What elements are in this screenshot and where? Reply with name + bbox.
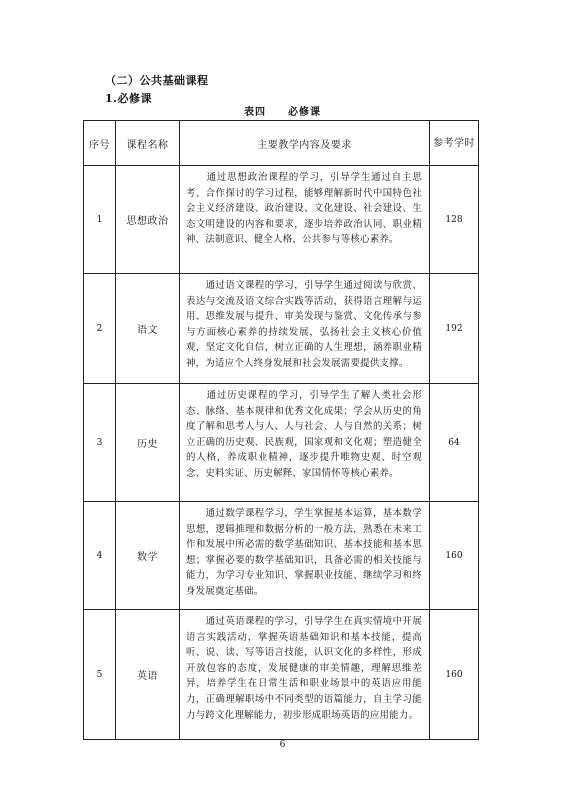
table-row — [84, 502, 479, 610]
course-name: 历史 — [116, 384, 180, 502]
course-hours: 160 — [430, 610, 479, 740]
page-number: 6 — [279, 740, 286, 750]
course-hours: 128 — [430, 166, 479, 274]
header-hours: 参考学时 — [430, 121, 479, 166]
course-name: 英语 — [116, 610, 180, 740]
header-course-name: 课程名称 — [116, 121, 180, 166]
table-row — [84, 384, 479, 502]
table-row — [84, 610, 479, 740]
course-content: 通过历史课程的学习，引导学生了解人类社会形态、脉络、基本规律和优秀文化成果；学会从历史的角度了解和思考人与人、人与社会、人与自然的关系；树立正确的历史观、民族观，国家观和文化观；塑造健全的人格，养成职业精神，逐步提升唯物史观、时空观念、史料实证、历史解释、家国情怀等核心素养。 — [180, 384, 430, 502]
row-number: 2 — [84, 274, 116, 384]
course-content: 通过英语课程的学习，引导学生在真实情境中开展语言实践活动，掌握英语基础知识和基本技能，提高听、说、读、写等语言技能，认识文化的多样性，形成开放包容的态度，发展健康的审美情趣，理解思维差异，培养学生在日常生活和职业场景中的英语应用能力，正确理解职场中不同类型的语篇能力，自主学习能力与跨文化理解能力，初步形成职场英语的应用能力。 — [180, 610, 430, 740]
course-name: 思想政治 — [116, 166, 180, 274]
row-number: 1 — [84, 166, 116, 274]
subsection-heading: 1.必修课 — [105, 92, 152, 105]
required-courses-table — [83, 120, 479, 740]
table-row — [84, 166, 479, 274]
course-hours: 192 — [430, 274, 479, 384]
course-hours: 64 — [430, 384, 479, 502]
course-hours: 160 — [430, 502, 479, 610]
row-number: 5 — [84, 610, 116, 740]
table-header-row — [84, 121, 479, 166]
course-content: 通过思想政治课程的学习，引导学生通过自主思考、合作探讨的学习过程，能够理解新时代中国特色社会主义经济建设、政治建设、文化建设、社会建设、生态文明建设的内容和要求，逐步培养政治认同、职业精神、法制意识、健全人格、公共参与等核心素养。 — [180, 166, 430, 274]
header-no: 序号 — [84, 121, 116, 166]
row-number: 4 — [84, 502, 116, 610]
course-content: 通过数学课程学习，学生掌握基本运算，基本数学思想，逻辑推理和数据分析的一般方法，熟悉在未来工作和发展中所必需的数学基础知识、基本技能和基本思想；掌握必要的数学基础知识，具备必需的相关技能与能力，为学习专业知识、掌握职业技能、继续学习和终身发展奠定基础。 — [180, 502, 430, 610]
row-number: 3 — [84, 384, 116, 502]
course-name: 语文 — [116, 274, 180, 384]
table-row — [84, 274, 479, 384]
course-content: 通过语文课程的学习，引导学生通过阅读与欣赏、表达与交流及语文综合实践等活动，获得语言理解与运用、思维发展与提升、审美发现与鉴赏、文化传承与参与方面核心素养的持续发展，弘扬社会主义核心价值观，坚定文化自信，树立正确的人生理想，涵养职业精神，为适应个人终身发展和社会发展需要提供支撑。 — [180, 274, 430, 384]
section-heading: （二）公共基础课程 — [105, 74, 209, 87]
course-name: 数学 — [116, 502, 180, 610]
table-caption: 表四 必修课 — [244, 107, 321, 118]
header-content: 主要教学内容及要求 — [180, 121, 430, 166]
